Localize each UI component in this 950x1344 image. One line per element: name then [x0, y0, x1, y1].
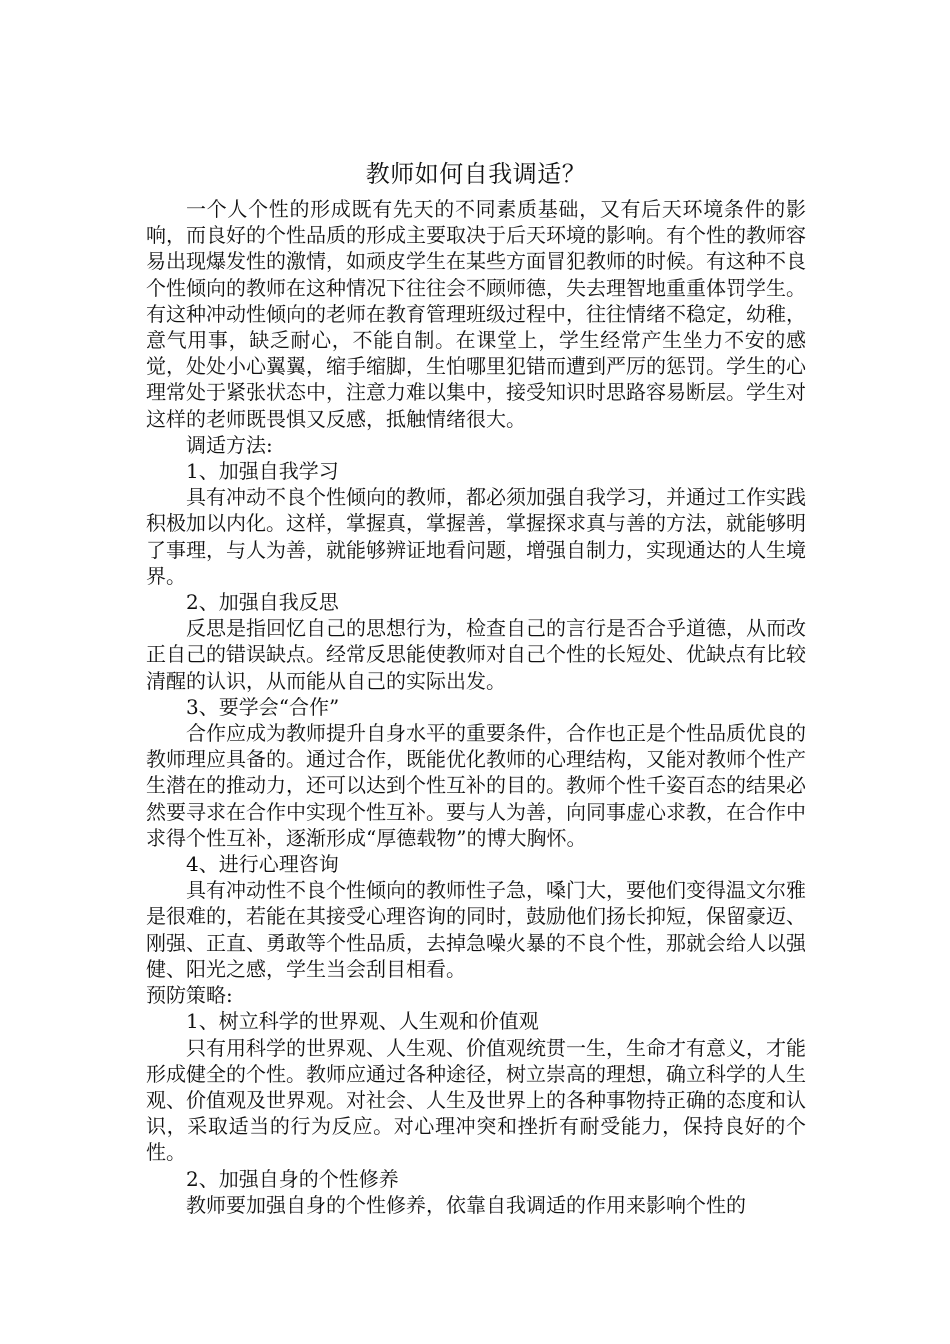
adjust-2-heading: 2、加强自我反思 [186, 590, 339, 615]
prevention-heading: 预防策略: [146, 983, 233, 1008]
document-page [146, 152, 806, 1218]
adjust-3-heading: 3、要学会“合作” [186, 694, 340, 719]
prevent-2-heading: 2、加强自身的个性修养 [186, 1166, 399, 1191]
adjust-methods-heading: 调适方法: [186, 432, 273, 457]
prevent-2-paragraph: 教师要加强自身的个性修养，依靠自我调适的作用来影响个性的 [186, 1192, 746, 1217]
intro-paragraph: 一个人个性的形成既有先天的不同素质基础，又有后天环境条件的影响，而良好的个性品质的形成主要取决于后天环境的影响。有个性的教师容易出现爆发性的激情，如顽皮学生在某些方面冒犯教师的时候。有这种不良个性倾向的教师在这种情况下往往会不顾师德，失去理智地重重体罚学生。有这种冲动性倾向的老师在教育管理班级过程中，往往情绪不稳定，幼稚，意气用事，缺乏耐心，不能自制。在课堂上，学生经常产生坐力不安的感觉，处处小心翼翼，缩手缩脚，生怕哪里犯错而遭到严厉的惩罚。学生的心理常处于紧张状态中，注意力难以集中，接受知识时思路容易断层。学生对这样的老师既畏惧又反感，抵触情绪很大。 [146, 197, 806, 431]
adjust-2-paragraph: 反思是指回忆自己的思想行为，检查自己的言行是否合乎道德，从而改正自己的错误缺点。经常反思能使教师对自己个性的长短处、优缺点有比较清醒的认识，从而能从自己的实际出发。 [146, 616, 806, 693]
prevent-1-paragraph: 只有用科学的世界观、人生观、价值观统贯一生，生命才有意义，才能形成健全的个性。教师应通过各种途径，树立崇高的理想，确立科学的人生观、价值观及世界观。对社会、人生及世界上的各种事物持正确的态度和认识，采取适当的行为反应。对心理冲突和挫折有耐受能力，保持良好的个性。 [146, 1035, 806, 1165]
adjust-4-paragraph: 具有冲动性不良个性倾向的教师性子急，嗓门大，要他们变得温文尔雅是很难的，若能在其接受心理咨询的同时，鼓励他们扬长抑短，保留豪迈、刚强、正直、勇敢等个性品质，去掉急噪火暴的不良个性，那就会给人以强健、阳光之感，学生当会刮目相看。 [146, 878, 806, 981]
adjust-3-paragraph: 合作应成为教师提升自身水平的重要条件，合作也正是个性品质优良的教师理应具备的。通过合作，既能优化教师的心理结构，又能对教师个性产生潜在的推动力，还可以达到个性互补的目的。教师个性千姿百态的结果必然要寻求在合作中实现个性互补。要与人为善，向同事虚心求教，在合作中求得个性互补，逐渐形成“厚德载物”的博大胸怀。 [146, 721, 806, 850]
prevent-1-heading: 1、树立科学的世界观、人生观和价值观 [186, 1009, 539, 1034]
document-title: 教师如何自我调适？ [365, 160, 587, 188]
adjust-1-paragraph: 具有冲动不良个性倾向的教师，都必须加强自我学习，并通过工作实践积极加以内化。这样，掌握真，掌握善，掌握探求真与善的方法，就能够明了事理，与人为善，就能够辨证地看问题，增强自制力，实现通达的人生境界。 [146, 485, 806, 588]
adjust-1-heading: 1、加强自我学习 [186, 459, 339, 484]
adjust-4-heading: 4、进行心理咨询 [186, 852, 339, 877]
